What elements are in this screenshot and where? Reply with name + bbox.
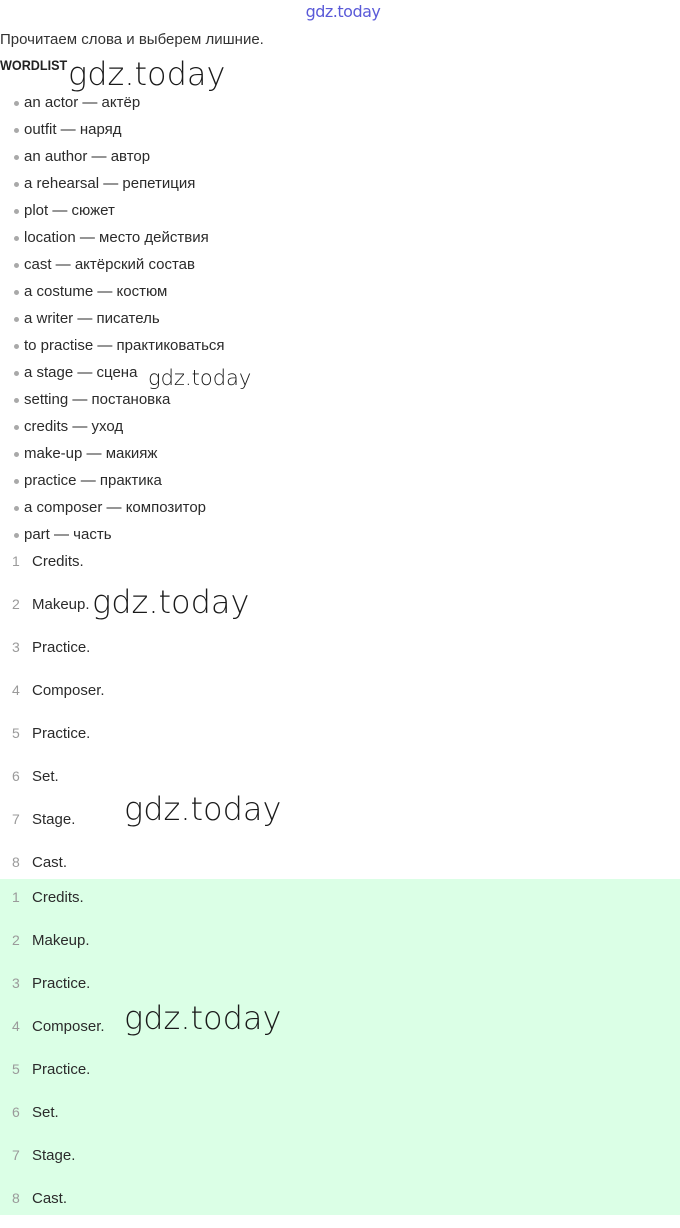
answer-number: 8 xyxy=(12,1190,20,1206)
answer-item xyxy=(0,1013,680,1056)
answer-text: Cast. xyxy=(32,1190,68,1207)
bullet-icon xyxy=(14,398,19,403)
answer-number: 8 xyxy=(12,854,20,870)
word-entry: a writer — писатель xyxy=(24,310,160,327)
answer-number: 3 xyxy=(12,639,20,655)
bullet-icon xyxy=(14,182,19,187)
answer-text: Credits. xyxy=(32,553,84,570)
bullet-icon xyxy=(14,128,19,133)
answer-number: 6 xyxy=(12,1104,20,1120)
bullet-icon xyxy=(14,506,19,511)
answer-number: 5 xyxy=(12,725,20,741)
answer-number: 3 xyxy=(12,975,20,991)
answer-number: 6 xyxy=(12,768,20,784)
watermark: gdz.today xyxy=(148,366,252,390)
answer-number: 4 xyxy=(12,1018,20,1034)
watermark: gdz.today xyxy=(92,583,250,621)
word-entry: to practise — практиковаться xyxy=(24,337,225,354)
list-item xyxy=(0,116,680,143)
list-item xyxy=(0,224,680,251)
bullet-icon xyxy=(14,371,19,376)
bullet-icon xyxy=(14,452,19,457)
answer-item xyxy=(0,927,680,970)
list-item xyxy=(0,197,680,224)
list-item xyxy=(0,440,680,467)
answer-item xyxy=(0,1099,680,1142)
answer-text: Practice. xyxy=(32,725,91,742)
highlighted-answer-list xyxy=(0,884,680,1228)
answer-number: 1 xyxy=(12,553,20,569)
answer-number: 2 xyxy=(12,932,20,948)
watermark: gdz.today xyxy=(124,790,282,828)
wordlist xyxy=(0,89,680,548)
answer-item xyxy=(0,884,680,927)
list-item xyxy=(0,332,680,359)
answer-number: 1 xyxy=(12,889,20,905)
list-item xyxy=(0,359,680,386)
bullet-icon xyxy=(14,290,19,295)
watermark: gdz.today xyxy=(68,55,226,93)
list-item xyxy=(0,278,680,305)
answer-text: Makeup. xyxy=(32,932,90,949)
bullet-icon xyxy=(14,155,19,160)
answer-text: Credits. xyxy=(32,889,84,906)
word-entry: make-up — макияж xyxy=(24,445,158,462)
answer-text: Set. xyxy=(32,1104,59,1121)
list-item xyxy=(0,251,680,278)
list-item xyxy=(0,521,680,548)
list-item xyxy=(0,413,680,440)
intro-text: Прочитаем слова и выберем лишние. xyxy=(0,31,264,48)
bullet-icon xyxy=(14,479,19,484)
bullet-icon xyxy=(14,425,19,430)
bullet-icon xyxy=(14,101,19,106)
answer-number: 7 xyxy=(12,1147,20,1163)
list-item xyxy=(0,89,680,116)
answer-text: Makeup. xyxy=(32,596,90,613)
bullet-icon xyxy=(14,344,19,349)
answer-number: 5 xyxy=(12,1061,20,1077)
answer-number: 7 xyxy=(12,811,20,827)
word-entry: plot — сюжет xyxy=(24,202,115,219)
bullet-icon xyxy=(14,209,19,214)
answer-number: 2 xyxy=(12,596,20,612)
word-entry: practice — практика xyxy=(24,472,162,489)
bullet-icon xyxy=(14,263,19,268)
list-item xyxy=(0,467,680,494)
list-item xyxy=(0,170,680,197)
bullet-icon xyxy=(14,533,19,538)
answer-number: 4 xyxy=(12,682,20,698)
list-item xyxy=(0,494,680,521)
word-entry: a composer — композитор xyxy=(24,499,207,516)
answer-item xyxy=(0,970,680,1013)
wordlist-title: WORDLIST xyxy=(0,57,68,73)
word-entry: a stage — сцена xyxy=(24,364,138,381)
word-entry: cast — актёрский состав xyxy=(24,256,195,273)
watermark-top: gdz.today xyxy=(305,2,381,21)
answer-item xyxy=(0,720,680,763)
answer-text: Composer. xyxy=(32,1018,105,1035)
answer-text: Cast. xyxy=(32,854,68,871)
answer-item xyxy=(0,1056,680,1099)
answer-text: Composer. xyxy=(32,682,105,699)
answer-item xyxy=(0,634,680,677)
answer-text: Set. xyxy=(32,768,59,785)
word-entry: location — место действия xyxy=(24,229,209,246)
word-entry: a costume — костюм xyxy=(24,283,168,300)
answer-item xyxy=(0,806,680,849)
word-entry: setting — постановка xyxy=(24,391,171,408)
list-item xyxy=(0,305,680,332)
answer-text: Stage. xyxy=(32,1147,76,1164)
word-entry: part — часть xyxy=(24,526,112,543)
word-entry: credits — уход xyxy=(24,418,124,435)
list-item xyxy=(0,143,680,170)
answer-item xyxy=(0,1185,680,1228)
watermark: gdz.today xyxy=(124,999,282,1037)
answer-item xyxy=(0,1142,680,1185)
answer-text: Stage. xyxy=(32,811,76,828)
answer-text: Practice. xyxy=(32,975,91,992)
answer-item xyxy=(0,677,680,720)
word-entry: a rehearsal — репетиция xyxy=(24,175,196,192)
word-entry: an actor — актёр xyxy=(24,94,141,111)
answer-text: Practice. xyxy=(32,639,91,656)
bullet-icon xyxy=(14,317,19,322)
list-item xyxy=(0,386,680,413)
word-entry: an author — автор xyxy=(24,148,151,165)
bullet-icon xyxy=(14,236,19,241)
answer-item xyxy=(0,763,680,806)
word-entry: outfit — наряд xyxy=(24,121,122,138)
answer-text: Practice. xyxy=(32,1061,91,1078)
